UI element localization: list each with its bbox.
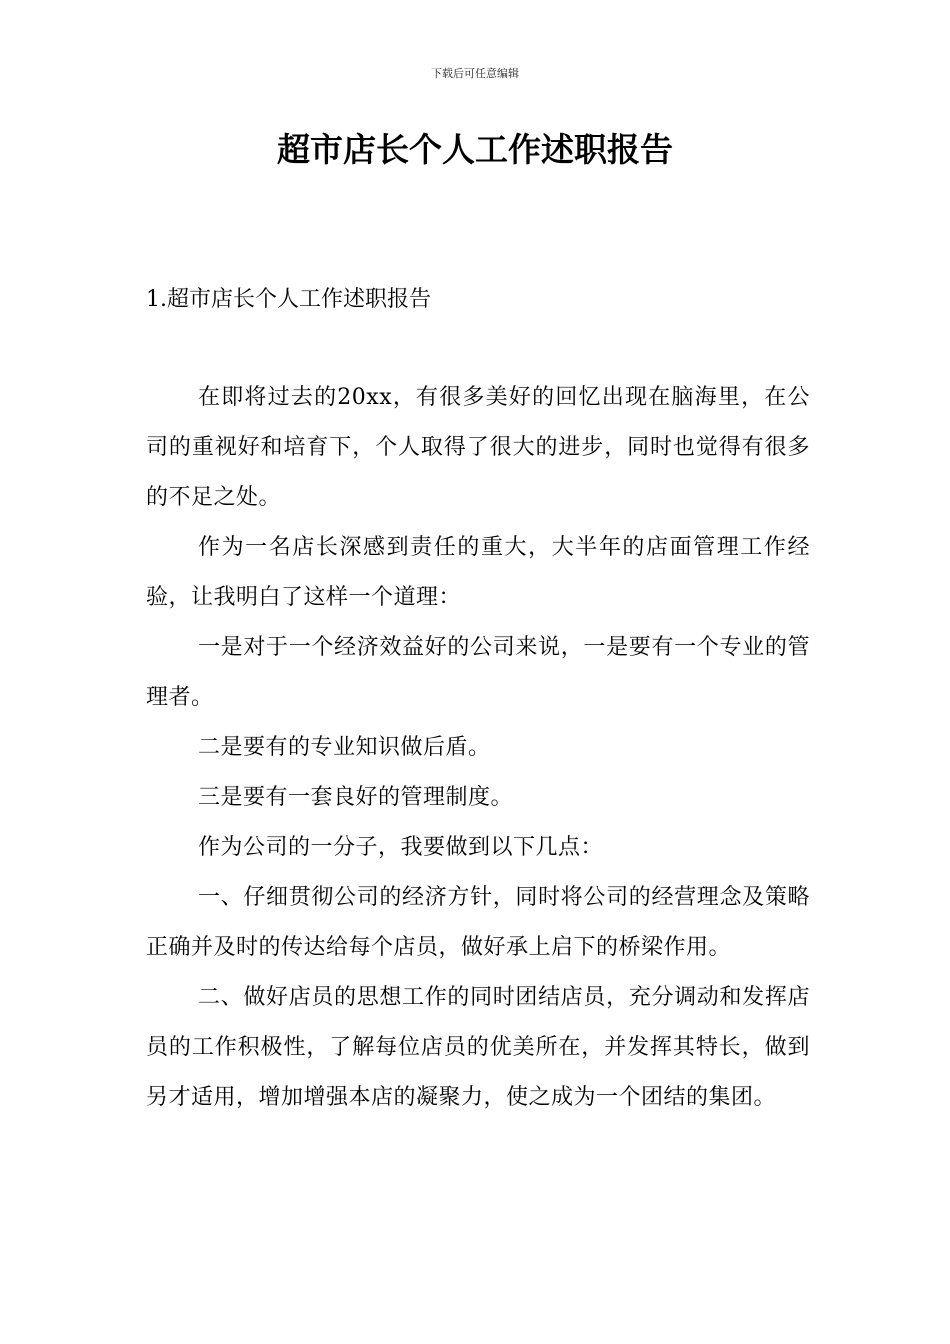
paragraph: 作为一名店长深感到责任的重大，大半年的店面管理工作经验，让我明白了这样一个道理： <box>146 535 810 610</box>
paragraph: 一、仔细贯彻公司的经济方针，同时将公司的经营理念及策略正确并及时的传达给每个店员，做好承上启下的桥梁作用。 <box>146 885 810 960</box>
paragraph: 二是要有的专业知识做后盾。 <box>198 735 491 760</box>
paragraph: 三是要有一套良好的管理制度。 <box>198 785 514 810</box>
document-title: 超市店长个人工作述职报告 <box>277 130 673 169</box>
header-note: 下载后可任意编辑 <box>431 67 519 80</box>
paragraph: 二、做好店员的思想工作的同时团结店员，充分调动和发挥店员的工作积极性，了解每位店员的优美所在，并发挥其特长，做到另才适用，增加增强本店的凝聚力，使之成为一个团结的集团。 <box>146 985 810 1110</box>
paragraph: 作为公司的一分子，我要做到以下几点： <box>198 835 604 860</box>
body-text <box>146 373 810 1123</box>
paragraph: 一是对于一个经济效益好的公司来说，一是要有一个专业的管理者。 <box>146 635 810 710</box>
section-heading: 1.超市店长个人工作述职报告 <box>146 287 431 312</box>
paragraph: 在即将过去的20xx，有很多美好的回忆出现在脑海里，在公司的重视好和培育下，个人取得了很大的进步，同时也觉得有很多的不足之处。 <box>146 385 810 510</box>
